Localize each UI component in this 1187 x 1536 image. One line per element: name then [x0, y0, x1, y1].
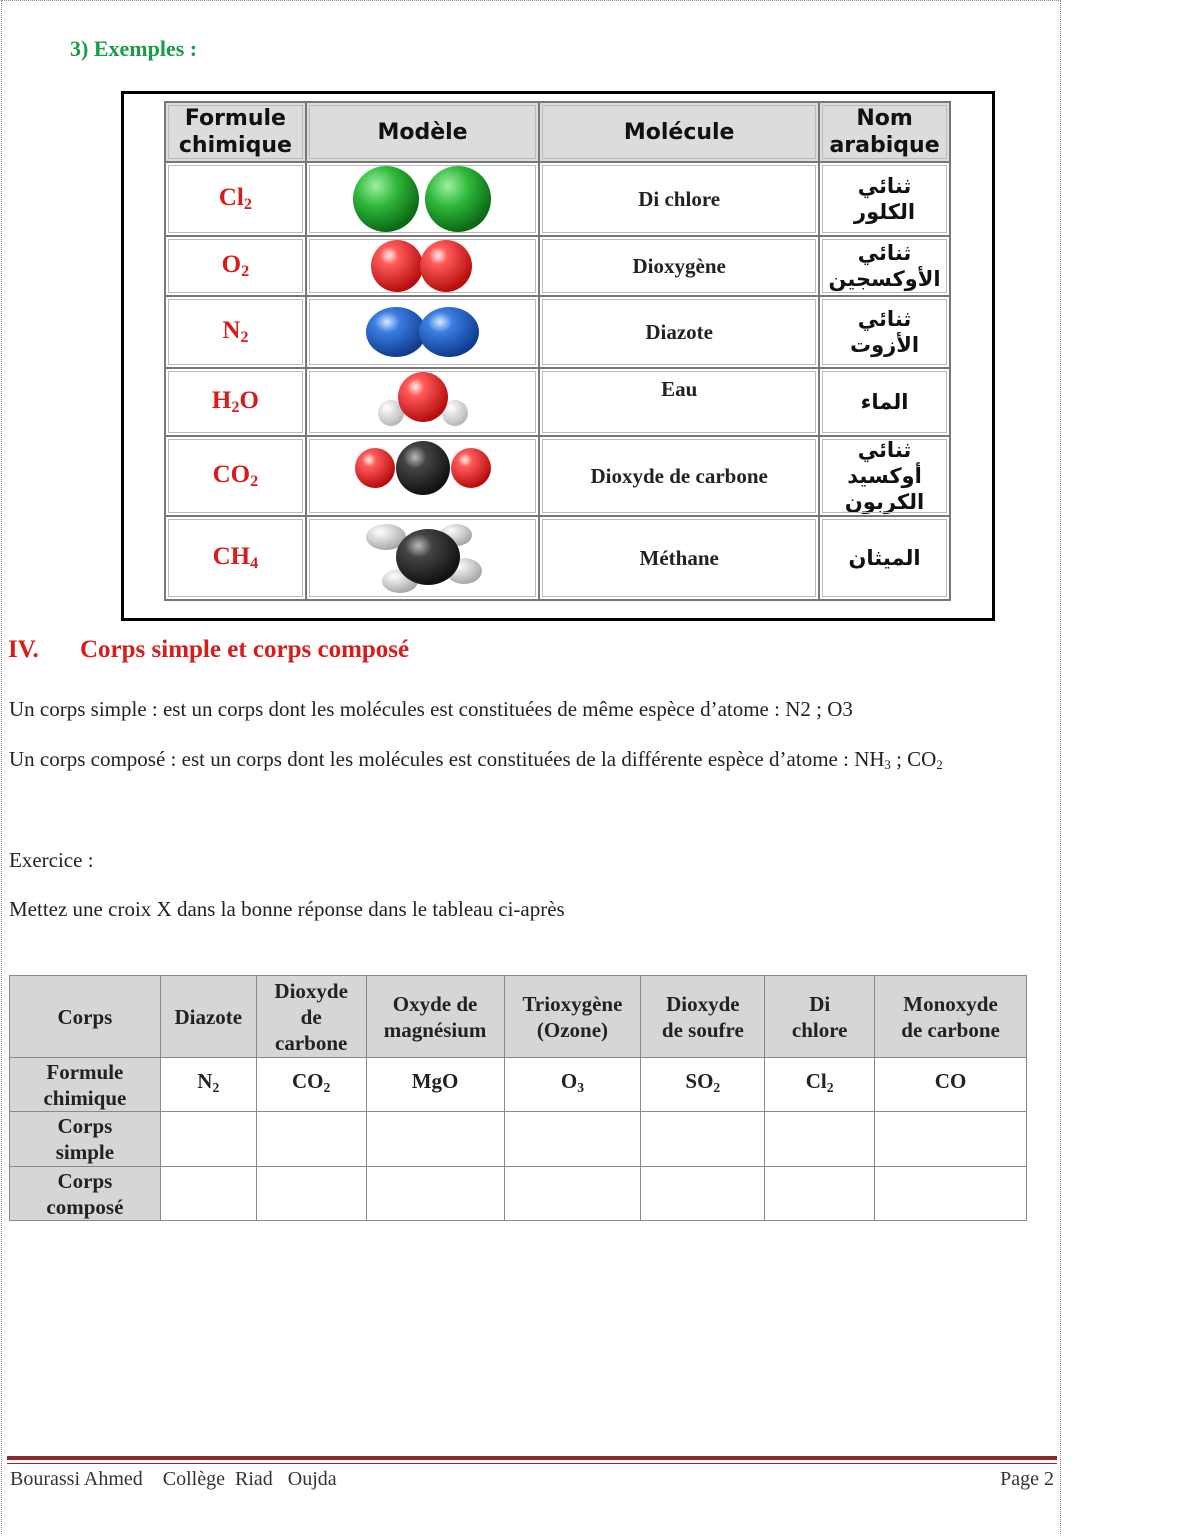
formula-cell: $CO_2$ [165, 436, 306, 516]
footer-page-number: Page 2 [1000, 1468, 1054, 1490]
table-row [165, 516, 950, 600]
arabic-name: الميثان [819, 516, 950, 600]
exercice-label: Exercice : [9, 848, 94, 872]
formula-cell: $O_2$ [165, 236, 306, 296]
corps-compose-row [10, 1167, 1027, 1221]
col-header: Monoxyde de carbone [875, 976, 1027, 1058]
para-corps-compose: Un corps composé : est un corps dont les molécules est constituées de la différente espèce d’atome : $NH_3$ ; $CO_2$ [9, 747, 943, 772]
formula-cell: $H_2O$ [165, 368, 306, 436]
arabic-name: ثنائي الكلور [819, 162, 950, 236]
answer-cell[interactable] [256, 1112, 366, 1167]
answer-cell[interactable] [641, 1167, 765, 1221]
ch4-model-icon [306, 516, 539, 600]
formula-cell: CO [875, 1058, 1027, 1112]
table-row [165, 236, 950, 296]
molecule-name: Di chlore [539, 162, 819, 236]
footer-rule-thin [7, 1463, 1057, 1464]
examples-header-row [165, 102, 950, 162]
answer-cell[interactable] [765, 1112, 875, 1167]
co2-model-icon [306, 436, 539, 516]
answer-cell[interactable] [875, 1167, 1027, 1221]
formula-cell: $O_3$ [504, 1058, 641, 1112]
answer-cell[interactable] [160, 1112, 256, 1167]
molecule-name: Dioxygène [539, 236, 819, 296]
footer-rule [7, 1456, 1057, 1460]
formula-cell: MgO [366, 1058, 504, 1112]
n2-model-icon [306, 296, 539, 368]
exercice-instruction: Mettez une croix X dans la bonne réponse dans le tableau ci-après [9, 897, 565, 921]
row-header-formula: Formule chimique [10, 1058, 161, 1112]
answer-cell[interactable] [504, 1112, 641, 1167]
answer-cell[interactable] [256, 1167, 366, 1221]
section-iv-heading [8, 636, 409, 664]
col-header: Oxyde de magnésium [366, 976, 504, 1058]
answer-cell[interactable] [765, 1167, 875, 1221]
formula-cell: $Cl_2$ [165, 162, 306, 236]
formula-cell: $CH_4$ [165, 516, 306, 600]
header-molecule: Molécule [539, 102, 819, 162]
molecule-name: Eau [539, 368, 819, 436]
col-header: Di chlore [765, 976, 875, 1058]
header-arabic-name: Nom arabique [819, 102, 950, 162]
cl2-model-icon [306, 162, 539, 236]
answer-cell[interactable] [160, 1167, 256, 1221]
answer-cell[interactable] [504, 1167, 641, 1221]
answer-cell[interactable] [366, 1167, 504, 1221]
arabic-name: ثنائي الأوكسجين [819, 236, 950, 296]
header-corps: Corps [10, 976, 161, 1058]
arabic-name: الماء [819, 368, 950, 436]
col-header: Dioxyde de carbone [256, 976, 366, 1058]
arabic-name: ثنائي أوكسيد الكربون [819, 436, 950, 516]
col-header: Trioxygène (Ozone) [504, 976, 641, 1058]
formula-cell: $SO_2$ [641, 1058, 765, 1112]
table-row [165, 436, 950, 516]
exercise-header-row [10, 976, 1027, 1058]
col-header: Diazote [160, 976, 256, 1058]
formula-cell: $N_2$ [160, 1058, 256, 1112]
answer-cell[interactable] [366, 1112, 504, 1167]
molecule-name: Diazote [539, 296, 819, 368]
examples-table [164, 101, 951, 601]
formula-row [10, 1058, 1027, 1112]
formula-cell: $N_2$ [165, 296, 306, 368]
table-row [165, 368, 950, 436]
answer-cell[interactable] [641, 1112, 765, 1167]
para-corps-simple: Un corps simple : est un corps dont les molécules est constituées de même espèce d’atome : N2 ; O3 [9, 697, 853, 721]
table-row [165, 296, 950, 368]
footer-author: Bourassi Ahmed Collège Riad Oujda [10, 1468, 337, 1490]
section-number: IV. [8, 636, 39, 663]
exercise-table [9, 975, 1027, 1221]
corps-simple-row [10, 1112, 1027, 1167]
section-title-iv: Corps simple et corps composé [80, 636, 410, 663]
section-title: 3) Exemples : [70, 36, 198, 61]
row-header-simple: Corps simple [10, 1112, 161, 1167]
h2o-model-icon [306, 368, 539, 436]
molecule-name: Dioxyde de carbone [539, 436, 819, 516]
molecule-name: Méthane [539, 516, 819, 600]
formula-cell: $Cl_2$ [765, 1058, 875, 1112]
header-formula: Formule chimique [165, 102, 306, 162]
row-header-compose: Corps composé [10, 1167, 161, 1221]
header-model: Modèle [306, 102, 539, 162]
col-header: Dioxyde de soufre [641, 976, 765, 1058]
answer-cell[interactable] [875, 1112, 1027, 1167]
arabic-name: ثنائي الأزوت [819, 296, 950, 368]
table-row [165, 162, 950, 236]
formula-cell: $CO_2$ [256, 1058, 366, 1112]
o2-model-icon [306, 236, 539, 296]
